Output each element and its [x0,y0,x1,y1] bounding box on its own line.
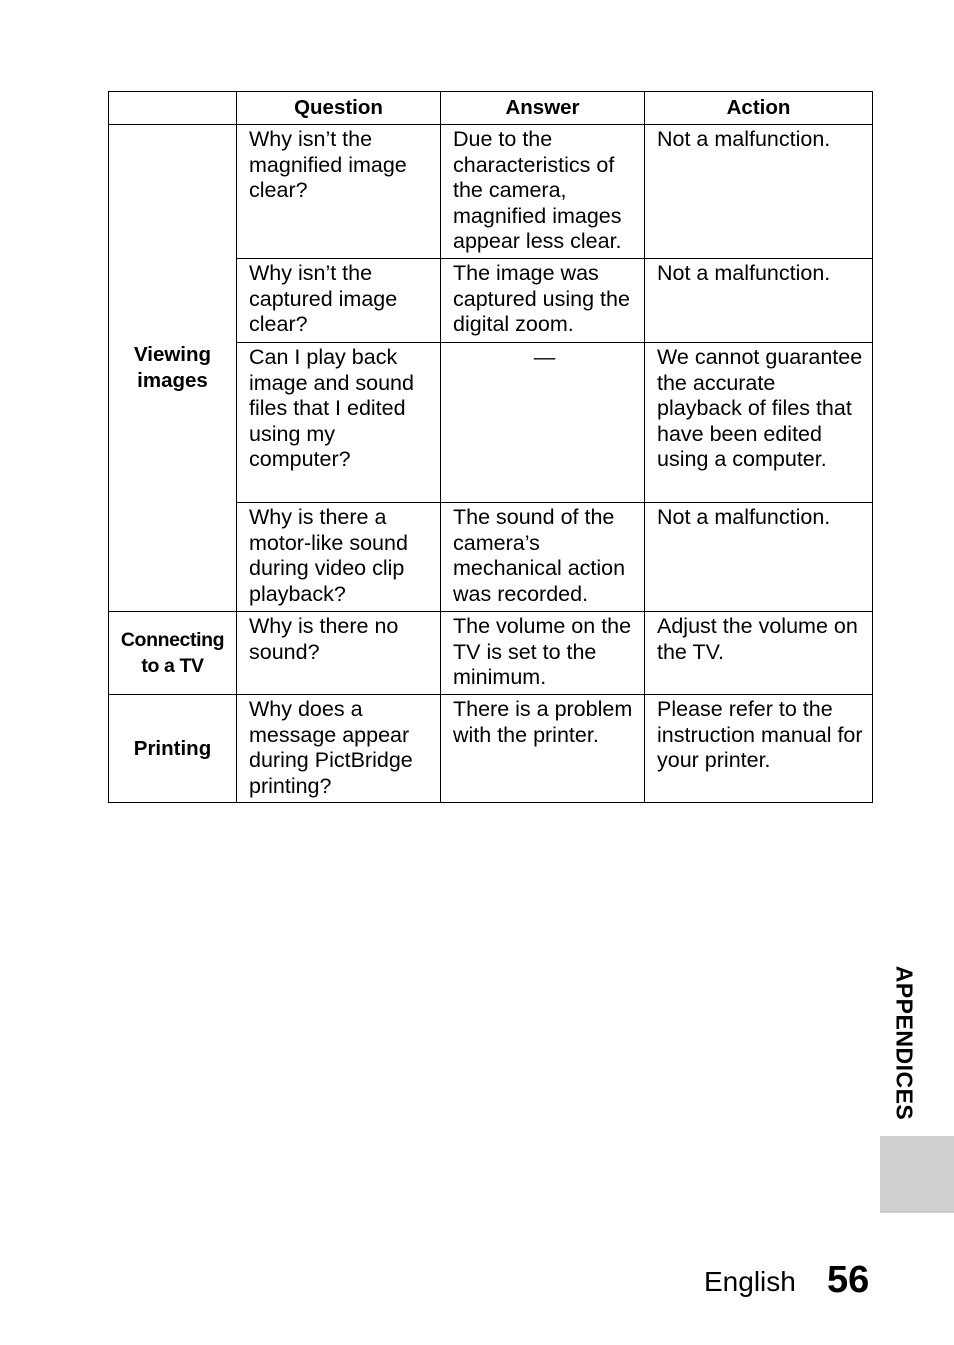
table-header-row [109,92,873,125]
action-cell: Not a malfunction. [645,125,873,259]
question-cell: Why isn’t the magnified image clear? [237,125,441,259]
answer-cell: The sound of the camera’s mechanical action was recorded. [441,503,645,612]
answer-cell: — [441,343,645,503]
header-question: Question [237,92,441,125]
header-category [109,92,237,125]
header-answer: Answer [441,92,645,125]
section-thumb-tab [880,1136,954,1213]
question-cell: Why isn’t the captured image clear? [237,259,441,343]
answer-cell: The volume on the TV is set to the minimum. [441,612,645,695]
action-cell: Please refer to the instruction manual for your printer. [645,695,873,803]
action-cell: Not a malfunction. [645,503,873,612]
category-connecting-to-tv: Connecting to a TV [109,612,237,695]
question-cell: Why is there a motor-like sound during video clip playback? [237,503,441,612]
question-cell: Why does a message appear during PictBridge printing? [237,695,441,803]
category-viewing-images: Viewing images [109,125,237,612]
action-cell: Adjust the volume on the TV. [645,612,873,695]
page-number: 56 [827,1259,870,1301]
action-cell: We cannot guarantee the accurate playback of files that have been edited using a computer. [645,343,873,503]
table-row [109,695,873,803]
footer-language: English [704,1266,796,1297]
header-action: Action [645,92,873,125]
appendices-label: APPENDICES [891,965,918,1121]
category-printing: Printing [109,695,237,803]
action-cell: Not a malfunction. [645,259,873,343]
answer-cell: The image was captured using the digital zoom. [441,259,645,343]
table-row [109,612,873,695]
answer-cell: There is a problem with the printer. [441,695,645,803]
question-cell: Why is there no sound? [237,612,441,695]
question-cell: Can I play back image and sound files that I edited using my computer? [237,343,441,503]
table-row [109,125,873,259]
answer-cell: Due to the characteristics of the camera, magnified images appear less clear. [441,125,645,259]
troubleshooting-table [108,91,873,803]
